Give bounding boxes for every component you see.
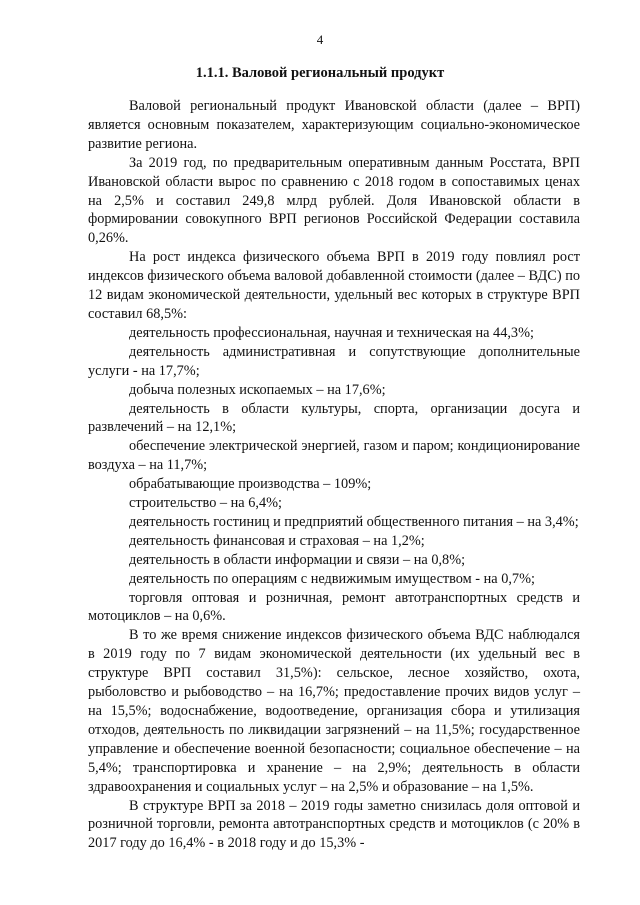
- list-item: деятельность в области информации и связи – на 0,8%;: [129, 551, 466, 568]
- list-item: торговля оптовая и розничная, ремонт автотранспортных средств и мотоциклов – на 0,6%.: [88, 589, 580, 625]
- list-item: строительство – на 6,4%;: [129, 495, 282, 512]
- paragraph-growth-factors: На рост индекса физического объема ВРП в 2019 году повлиял рост индексов физического объема валовой добавленной стоимости (далее – ВДС) по 12 видам экономической деятельности, удельный вес которых в структуре ВРП составил 68,5%:: [88, 249, 580, 322]
- page-number: 4: [316, 32, 324, 47]
- list-item: обрабатывающие производства – 109%;: [129, 476, 372, 493]
- section-heading: 1.1.1. Валовой региональный продукт: [195, 65, 445, 81]
- list-item: деятельность по операциям с недвижимым имуществом - на 0,7%;: [129, 570, 535, 587]
- paragraph-structure: В структуре ВРП за 2018 – 2019 годы заметно снизилась доля оптовой и розничной торговли, ремонта автотранспортных средств и мотоциклов (с 20% в 2017 году до 16,4% - в 2018 году и до 15,3% -: [88, 797, 580, 852]
- document-body: [88, 97, 580, 853]
- list-item: деятельность административная и сопутствующие дополнительные услуги - на 17,7%;: [88, 343, 580, 379]
- list-item: деятельность гостиниц и предприятий общественного питания – на 3,4%;: [129, 513, 579, 530]
- list-item: деятельность финансовая и страховая – на 1,2%;: [129, 532, 425, 549]
- list-item: обеспечение электрической энергией, газом и паром; кондиционирование воздуха – на 11,7%;: [88, 438, 580, 474]
- paragraph-intro: Валовой региональный продукт Ивановской области (далее – ВРП) является основным показателем, характеризующим социально-экономическое развитие региона.: [88, 98, 580, 152]
- paragraph-decline: В то же время снижение индексов физического объема ВДС наблюдался в 2019 году по 7 видам экономической деятельности (их удельный вес в структуре ВРП составил 31,5%): сельское, лесное хозяйство, охота, рыболовство и рыбоводство – на 16,7%; предоставление прочих видов услуг – на 15,5%; водоснабжение, водоотведение, организация сбора и утилизация отходов, деятельность по ликвидации загрязнений – на 11,5%; государственное управление и обеспечение военной безопасности; социальное обеспечение – на 5,4%; транспортировка и хранение – на 2,9%; деятельность в области здравоохранения и социальных услуг – на 2,5% и образование – на 1,5%.: [88, 627, 580, 795]
- list-item: деятельность профессиональная, научная и техническая на 44,3%;: [129, 324, 534, 341]
- list-item: деятельность в области культуры, спорта, организации досуга и развлечений – на 12,1%;: [88, 400, 580, 436]
- list-item: добыча полезных ископаемых – на 17,6%;: [129, 381, 386, 398]
- paragraph-growth: За 2019 год, по предварительным оперативным данным Росстата, ВРП Ивановской области вырос по сравнению с 2018 годом в сопоставимых ценах на 2,5% и составил 249,8 млрд рублей. Доля Ивановской области в формировании совокупного ВРП регионов Российской Федерации составила 0,26%.: [88, 154, 580, 247]
